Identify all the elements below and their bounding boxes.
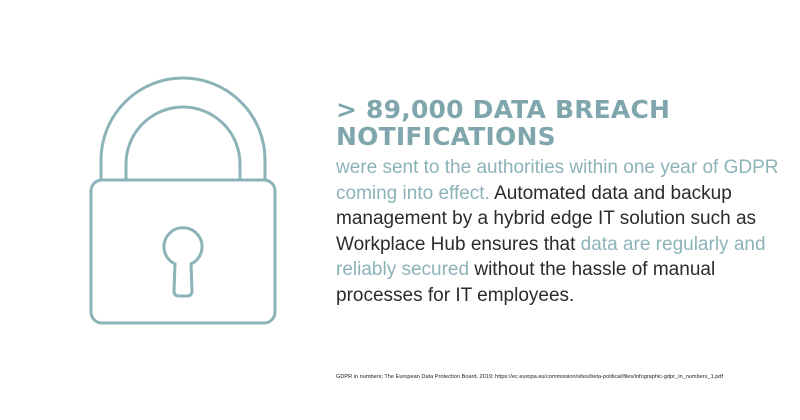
headline: > 89,000 DATA BREACH NOTIFICATIONS xyxy=(336,95,671,151)
body-highlight-benefit: data are regularly and reliably secured xyxy=(336,233,766,280)
body-text-closing: without the hassle of manual processes for IT employees. xyxy=(336,259,716,306)
body-text-solution: Automated data and backup management by a hybrid edge IT solution such as Workplace Hub ensures that xyxy=(336,182,757,255)
padlock-icon xyxy=(88,72,278,327)
body-highlight-statistic: were sent to the authorities within one year of GDPR coming into effect. xyxy=(336,157,779,204)
source-footnote: GDPR in numbers; The European Data Protection Board, 2019; https://ec.europa.eu/commission/sites/beta-political/files/infographic-gdpr_in_numbers_1.pdf xyxy=(336,374,724,380)
body-paragraph xyxy=(336,155,786,308)
